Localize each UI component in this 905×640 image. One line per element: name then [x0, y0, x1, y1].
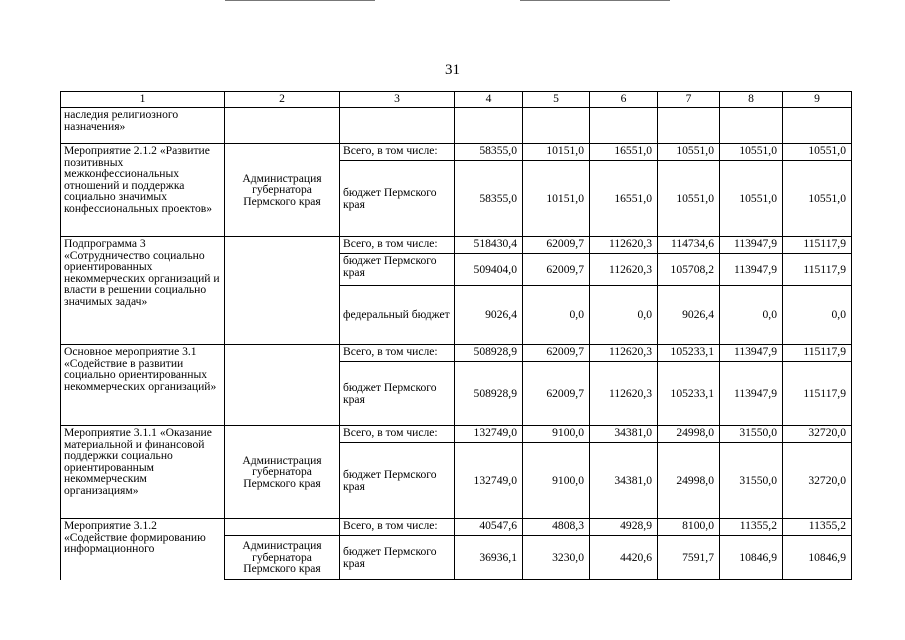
- value-cell: 8100,0: [658, 519, 720, 536]
- value-cell: 0,0: [720, 286, 783, 345]
- value-cell: 3230,0: [523, 536, 590, 580]
- value-cell: 24998,0: [658, 443, 720, 519]
- value-cell: 105708,2: [658, 254, 720, 286]
- value-cell: 58355,0: [455, 144, 523, 161]
- value-cell: 32720,0: [783, 443, 852, 519]
- value-cell: 62009,7: [523, 362, 590, 426]
- value-cell: 16551,0: [590, 144, 658, 161]
- value-cell: 10151,0: [523, 144, 590, 161]
- value-cell: 113947,9: [720, 345, 783, 362]
- funding-source: Всего, в том числе:: [340, 426, 455, 443]
- value-cell: 9026,4: [455, 286, 523, 345]
- value-cell: 115117,9: [783, 254, 852, 286]
- activity-name: наследия религиозного назначения»: [61, 108, 225, 144]
- value-cell: 31550,0: [720, 443, 783, 519]
- value-cell: 4928,9: [590, 519, 658, 536]
- value-cell: 9026,4: [658, 286, 720, 345]
- funding-source: бюджет Пермского края: [340, 254, 455, 286]
- scan-top-line-left: [225, 0, 375, 1]
- funding-source: федеральный бюджет: [340, 286, 455, 345]
- continuation-row: [61, 108, 852, 144]
- value-cell: 62009,7: [523, 237, 590, 254]
- activity-name: Подпрограмма 3 «Сотрудничество социально ориентированных некоммерческих организаций и власти в решении социально значимых задач»: [61, 237, 225, 345]
- executor: Администрация губернатора Пермского края: [225, 144, 340, 237]
- activity-name: Мероприятие 2.1.2 «Развитие позитивных межконфессиональных отношений и поддержка социально значимых конфессиональных проектов»: [61, 144, 225, 237]
- value-cell: 36936,1: [455, 536, 523, 580]
- funding-source: Всего, в том числе:: [340, 519, 455, 536]
- executor: Администрация губернатора Пермского края: [225, 426, 340, 519]
- table-row: [61, 519, 852, 536]
- value-cell: 32720,0: [783, 426, 852, 443]
- executor: [225, 345, 340, 426]
- value-cell: 508928,9: [455, 345, 523, 362]
- value-cell: 16551,0: [590, 161, 658, 237]
- funding-source: Всего, в том числе:: [340, 144, 455, 161]
- value-cell: 10551,0: [783, 161, 852, 237]
- funding-source: бюджет Пермского края: [340, 443, 455, 519]
- value-cell: 115117,9: [783, 362, 852, 426]
- header-cell: 9: [783, 92, 852, 108]
- value-cell: 40547,6: [455, 519, 523, 536]
- empty-cell: [340, 108, 455, 144]
- header-cell: 6: [590, 92, 658, 108]
- value-cell: 24998,0: [658, 426, 720, 443]
- value-cell: 62009,7: [523, 254, 590, 286]
- value-cell: 112620,3: [590, 362, 658, 426]
- value-cell: 9100,0: [523, 443, 590, 519]
- header-cell: 4: [455, 92, 523, 108]
- executor: Администрация губернатора Пермского края: [225, 536, 340, 580]
- value-cell: 62009,7: [523, 345, 590, 362]
- value-cell: 112620,3: [590, 237, 658, 254]
- empty-cell: [455, 108, 523, 144]
- value-cell: 0,0: [783, 286, 852, 345]
- value-cell: 112620,3: [590, 345, 658, 362]
- value-cell: 10551,0: [658, 161, 720, 237]
- empty-cell: [720, 108, 783, 144]
- budget-table: [60, 91, 852, 580]
- value-cell: 114734,6: [658, 237, 720, 254]
- value-cell: 4808,3: [523, 519, 590, 536]
- value-cell: 7591,7: [658, 536, 720, 580]
- empty-cell: [225, 108, 340, 144]
- activity-name: Основное мероприятие 3.1 «Содействие в развитии социально ориентированных некоммерческих организаций»: [61, 345, 225, 426]
- value-cell: 11355,2: [720, 519, 783, 536]
- funding-source: бюджет Пермского края: [340, 362, 455, 426]
- executor: [225, 237, 340, 345]
- scan-top-line-right: [520, 0, 670, 1]
- activity-name: Мероприятие 3.1.1 «Оказание материальной и финансовой поддержки социально ориентированным некоммерческим организациям»: [61, 426, 225, 519]
- value-cell: 0,0: [523, 286, 590, 345]
- value-cell: 105233,1: [658, 345, 720, 362]
- value-cell: 132749,0: [455, 443, 523, 519]
- value-cell: 113947,9: [720, 254, 783, 286]
- header-cell: 7: [658, 92, 720, 108]
- value-cell: 34381,0: [590, 426, 658, 443]
- value-cell: 112620,3: [590, 254, 658, 286]
- funding-source: Всего, в том числе:: [340, 345, 455, 362]
- funding-source: бюджет Пермского края: [340, 161, 455, 237]
- header-cell: 8: [720, 92, 783, 108]
- empty-cell: [783, 108, 852, 144]
- table-row: [61, 345, 852, 362]
- header-cell: 5: [523, 92, 590, 108]
- header-cell: 1: [61, 92, 225, 108]
- value-cell: 10551,0: [658, 144, 720, 161]
- value-cell: 10551,0: [720, 161, 783, 237]
- value-cell: 58355,0: [455, 161, 523, 237]
- empty-cell: [658, 108, 720, 144]
- value-cell: 115117,9: [783, 237, 852, 254]
- funding-source: Всего, в том числе:: [340, 237, 455, 254]
- table-row: [61, 237, 852, 254]
- value-cell: 115117,9: [783, 345, 852, 362]
- table-row: [61, 144, 852, 161]
- value-cell: 113947,9: [720, 362, 783, 426]
- value-cell: 10846,9: [720, 536, 783, 580]
- value-cell: 31550,0: [720, 426, 783, 443]
- empty-cell: [523, 108, 590, 144]
- activity-name: Мероприятие 3.1.2 «Содействие формированию информационного: [61, 519, 225, 580]
- value-cell: 508928,9: [455, 362, 523, 426]
- value-cell: 518430,4: [455, 237, 523, 254]
- value-cell: 10551,0: [720, 144, 783, 161]
- empty-cell: [590, 108, 658, 144]
- value-cell: 10551,0: [783, 144, 852, 161]
- value-cell: 4420,6: [590, 536, 658, 580]
- table-row: [61, 426, 852, 443]
- header-row: [61, 92, 852, 108]
- value-cell: 10151,0: [523, 161, 590, 237]
- funding-source: бюджет Пермского края: [340, 536, 455, 580]
- value-cell: 105233,1: [658, 362, 720, 426]
- value-cell: 9100,0: [523, 426, 590, 443]
- value-cell: 0,0: [590, 286, 658, 345]
- value-cell: 113947,9: [720, 237, 783, 254]
- header-cell: 2: [225, 92, 340, 108]
- page-number: 31: [445, 62, 460, 78]
- value-cell: 11355,2: [783, 519, 852, 536]
- header-cell: 3: [340, 92, 455, 108]
- empty-cell: [225, 519, 340, 536]
- value-cell: 509404,0: [455, 254, 523, 286]
- value-cell: 34381,0: [590, 443, 658, 519]
- value-cell: 132749,0: [455, 426, 523, 443]
- value-cell: 10846,9: [783, 536, 852, 580]
